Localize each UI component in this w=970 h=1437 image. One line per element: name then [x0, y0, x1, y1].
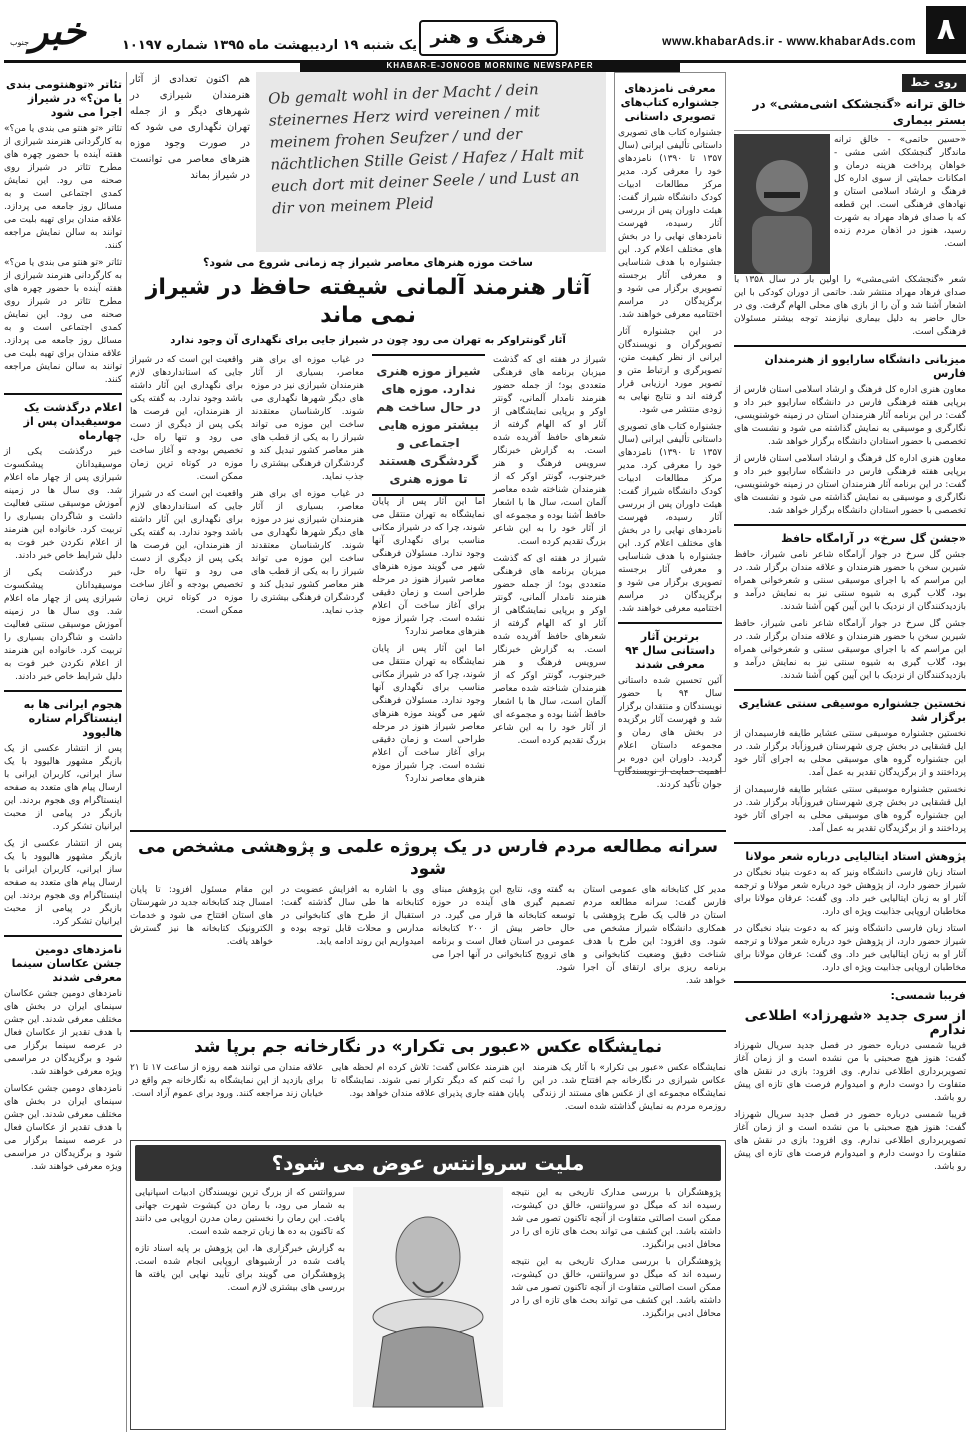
story-reading [130, 830, 726, 1012]
story-text: علاقه مندان می توانند همه روزه از ساعت ۱۷ تا ۲۱ برای بازدید از این نمایشگاه به نگارخانه جم واقع در خیابان زند مراجعه کنند. ورود برای عموم آزاد است. [130, 1063, 324, 1099]
article-title[interactable]: معرفی نامزدهای جشنواره کتاب‌های تصویری داستانی [620, 82, 720, 123]
article-text: نامزدهای دومین جشن عکاسان سینمای ایران در بخش های مختلف معرفی شدند. این جشن با هدف تقدیر از عکاسان فعال در عرصه سینما برگزار می شود و برگزیدگان در مراسمی ویژه معرفی خواهند شد. [4, 989, 122, 1077]
logo-subtitle: جنوب [10, 38, 30, 47]
divider [734, 524, 966, 526]
site-url[interactable]: www.khabarAds.ir - www.khabarAds.com [662, 34, 916, 48]
story-text: سروانتس که از بزرگ ترین نویسندگان ادبیات اسپانیایی به شمار می رود، با رمان دن کیشوت شهرت جهانی یافت. این رمان را نخستین رمان مدرن اروپایی می دانند که تاکنون به ده ها زبان ترجمه شده است. [135, 1188, 345, 1237]
article-title[interactable]: از سری جدید «شهرزاد» اطلاعی ندارم [744, 1008, 966, 1038]
article-title[interactable]: «جشن گل سرخ» در آرامگاه حافظ [781, 532, 966, 545]
story-text: این مقام مسئول افزود: تا پایان امسال چند کتابخانه جدید در شهرستان های استان افتتاح می شود و خدمات الکترونیک کتابخانه ها نیز گسترش خواهد یافت. [130, 885, 273, 947]
feature-text: شیراز در هفته ای که گذشت میزبان برنامه های فرهنگی متعددی بود؛ از جمله حضور هنرمند نامدار آلمانی، گونتر اوکر و برپایی نمایشگاهی از آثار او که الهام گرفته از شعرهای حافظ آفریده شده است. به گزارش خبرنگار سرویس فرهنگ و هنر خبرجنوب، گونتر اوکر که از هنرمندان شناخته شده معاصر آلمان است، سال ها با اشعار حافظ آشنا بوده و مجموعه ای از آثار خود را به این شاعر بزرگ تقدیم کرده است. [493, 355, 606, 547]
story-text: به گزارش خبرگزاری ها، این پژوهش بر پایه اسناد تازه یافت شده در آرشیوهای اروپایی انجام شده است. پژوهشگران می گویند برای تأیید نهایی این یافته ها بررسی های بیشتری لازم است. [135, 1244, 345, 1293]
divider [4, 935, 122, 937]
story-text: پژوهشگران با بررسی مدارک تاریخی به این نتیجه رسیده اند که میگل دو سروانتس، خالق دن کیشوت، ممکن است اصالتی متفاوت از آنچه تاکنون تصور می شد داشته باشد. این کشف می تواند بحث های تازه ای را در محافل ادبی برانگیزد. [511, 1257, 721, 1319]
article-title[interactable]: تئاتر «توهنتومی بندی یا من؟» در شیراز اجرا می شود [5, 78, 122, 119]
article-title[interactable]: نخستین جشنواره موسیقی سنتی عشایری برگزار شد [738, 697, 966, 724]
article-text: نامزدهای دومین جشن عکاسان سینمای ایران در بخش های مختلف معرفی شدند. این جشن با هدف تقدیر از عکاسان فعال در عرصه سینما برگزار می شود و برگزیدگان در مراسمی ویژه معرفی خواهند شد. [4, 1084, 122, 1172]
article-title[interactable]: میزبانی دانشگاه سارایوو از هنرمندان فارس [764, 353, 966, 380]
article-title[interactable]: نامزدهای دومین جشن عکاسان سینما معرفی شدند [11, 943, 122, 984]
article-title[interactable]: پژوهش استاد ایتالیایی درباره شعر مولانا [745, 850, 966, 863]
article-text: آئین تحسین شده داستانی سال ۹۴ با حضور نویسندگان و منتقدان برگزار شد و فهرست آثار برگزیده در بخش های رمان و مجموعه داستان اعلام گردید. داوران این دوره بر اهمیت حمایت از نویسندگان جوان تأکید کردند. [618, 676, 722, 790]
story-cervantes [130, 1140, 726, 1430]
article-title[interactable]: برترین آثار داستانی سال ۹۴ معرفی شدند [625, 630, 715, 671]
story-text: پژوهشگران با بررسی مدارک تاریخی به این نتیجه رسیده اند که میگل دو سروانتس، خالق دن کیشوت، ممکن است اصالتی متفاوت از آنچه تاکنون تصور می شد داشته باشد. این کشف می تواند بحث های تازه ای را در محافل ادبی برانگیزد. [511, 1188, 721, 1250]
newspaper-logo: خبر [30, 8, 86, 53]
article-text: فریبا شمسی درباره حضور در فصل جدید سریال شهرزاد گفت: هنوز هیچ صحبتی با من نشده است و از زمان آغاز تصویربرداری اطلاعی ندارم. وی افزود: بازی در نقش های متفاوت را دوست دارم و امیدوارم فرصت های تازه ای پیش رو باشد. [734, 1041, 966, 1103]
story-text: این هنرمند عکاس گفت: تلاش کرده ام لحظه هایی را ثبت کنم که دیگر تکرار نمی شوند. نمایشگاه تا پایان هفته جاری پذیرای علاقه مندان خواهد بود. [331, 1063, 525, 1099]
portrait-photo [734, 134, 830, 274]
article-text: خبر درگذشت یکی از موسیقیدانان پیشکسوت شیرازی پس از چهار ماه اعلام شد. وی سال ها در زمینه آموزش موسیقی سنتی فعالیت داشت و شاگردان بسیاری را تربیت کرد. خانواده این هنرمند از اعلام نکردن خبر فوت به دلیل شرایط خاص خبر دادند. [4, 568, 122, 682]
feature-text: اما این آثار پس از پایان نمایشگاه به تهران منتقل می شوند، چرا که در شیراز مکانی مناسب برای نگهداری آنها وجود ندارد. مسئولان فرهنگی شهر می گویند موزه هنرهای معاصر شیراز هنوز در مرحله طراحی است و زمان دقیقی برای آغاز ساخت آن اعلام نشده است. چرا شیراز موزه هنرهای معاصر ندارد؟ [372, 497, 485, 637]
article-title[interactable]: هجوم ایرانی ها به اینستاگرام ستاره هالیوود [23, 698, 122, 739]
story-text: وی با اشاره به افزایش عضویت در کتابخانه ها طی سال گذشته گفت: استقبال از طرح های کتابخوانی در مدارس و محلات قابل توجه بوده و امیدواریم این روند ادامه یابد. [281, 885, 424, 947]
feature-story [130, 72, 606, 822]
story-text: نمایشگاه عکس «عبور بی تکرار» با آثار یک هنرمند عکاس شیرازی در نگارخانه جم افتتاح شد. در این نمایشگاه مجموعه ای از عکس های مستند از زندگی روزمره مردم به نمایش گذاشته شده است. [532, 1063, 726, 1112]
masthead [4, 6, 966, 63]
english-name-strip: KHABAR-E-JONOOB MORNING NEWSPAPER [300, 60, 680, 72]
story-headline[interactable]: ملیت سروانتس عوض می شود؟ [135, 1145, 721, 1181]
article-text: استاد زبان فارسی دانشگاه ونیز که به دعوت بنیاد نخبگان در شیراز حضور دارد، از پژوهش خود درباره شعر مولانا و ترجمه آثار او به زبان ایتالیایی خبر داد. وی گفت: عرفان مولانا برای مخاطبان اروپایی جذابیت ویژه ای دارد. [734, 924, 966, 973]
article-text: جشنواره کتاب های تصویری داستانی تألیفی ایرانی (سال ۱۳۵۷ تا ۱۳۹۰) نامزدهای خود را معرفی کرد. مدیر مرکز مطالعات ادبیات کودک دانشگاه شیراز گفت: هیئت داوران پس از بررسی آثار رسیده، فهرست نامزدهای نهایی را در بخش های مختلف اعلام کرد. این جشنواره با هدف شناسایی و معرفی آثار برجسته تصویری برگزار می شود و برگزیدگان در مراسم اختتامیه معرفی خواهند شد. [618, 128, 722, 320]
article-title[interactable]: خالق ترانه «گنجشکک اشی‌مشی» در بستر بیماری [734, 96, 966, 131]
article-text: نخستین جشنواره موسیقی سنتی عشایر طایفه فارسیمدان از ایل قشقایی در بخش چری شهرستان فیروزآباد برگزار شد. در این جشنواره گروه های موسیقی محلی به اجرای آثار خود پرداختند و از برگزیدگان تقدیر به عمل آمد. [734, 729, 966, 778]
article-text: تئاتر «تو هنتو می بندی یا من؟» به کارگردانی هنرمند شیرازی از هفته آینده با حضور چهره های مطرح تئاتر در شیراز روی صحنه می رود. این نمایش کمدی اجتماعی است و به مسائل روز جامعه می پردازد. علاقه مندان برای تهیه بلیت می توانند به سالن نمایش مراجعه کنند. [4, 124, 122, 251]
story-text: به گفته وی، نتایج این پژوهش مبنای تصمیم گیری های آینده در حوزه توسعه کتابخانه ها قرار می گیرد. در حال حاضر بیش از ۲۰۰ کتابخانه عمومی در استان فعال است و برنامه های ترویج کتابخوانی در آنها اجرا می شود. [432, 885, 575, 973]
article-text: در این جشنواره آثار تصویرگران و نویسندگان ایرانی از نظر کیفیت متن، تصویرگری و ارتباط متن و تصویر مورد ارزیابی قرار گرفته اند و نتایج نهایی به زودی منتشر می شود. [618, 327, 722, 415]
divider [734, 981, 966, 983]
article-text: نخستین جشنواره موسیقی سنتی عشایر طایفه فارسیمدان از ایل قشقایی در بخش چری شهرستان فیروزآباد برگزار شد. در این جشنواره گروه های موسیقی محلی به اجرای آثار خود پرداختند و از برگزیدگان تقدیر به عمل آمد. [734, 785, 966, 834]
feature-text: اما این آثار پس از پایان نمایشگاه به تهران منتقل می شوند، چرا که در شیراز مکانی مناسب برای نگهداری آنها وجود ندارد. مسئولان فرهنگی شهر می گویند موزه هنرهای معاصر شیراز هنوز در مرحله طراحی است و زمان دقیقی برای آغاز ساخت آن اعلام نشده است. چرا شیراز موزه هنرهای معاصر ندارد؟ [372, 644, 485, 784]
article-title[interactable]: اعلام درگذشت یک موسیقیدان پس از چهارماه [23, 401, 122, 442]
story-headline[interactable]: نمایشگاه عکس «عبور بی تکرار» در نگارخانه جم برپا شد [193, 1037, 663, 1057]
feature-headline[interactable]: آثار هنرمند آلمانی شیفته حافظ در شیراز نمی ماند [145, 275, 591, 328]
feature-text: در غیاب موزه ای برای هنر معاصر، بسیاری از آثار هنرمندان شیرازی نیز در موزه های دیگر شهرها نگهداری می شوند. کارشناسان معتقدند ساخت این موزه می تواند شیراز را به یکی از قطب های هنر معاصر کشور تبدیل کند و گردشگران فرهنگی بیشتری را جذب نماید. [251, 355, 364, 482]
article-text: پس از انتشار عکسی از یک بازیگر مشهور هالیوود با یک ساز ایرانی، کاربران ایرانی با ارسال پیام های متعدد به صفحه اینستاگرام وی هجوم بردند. این بازیگر در پیامی از محبت ایرانیان تشکر کرد. [4, 839, 122, 927]
divider [618, 622, 722, 624]
article-text: تئاتر «تو هنتو می بندی یا من؟» به کارگردانی هنرمند شیرازی از هفته آینده با حضور چهره های مطرح تئاتر در شیراز روی صحنه می رود. این نمایش کمدی اجتماعی است و به مسائل روز جامعه می پردازد. علاقه مندان برای تهیه بلیت می توانند به سالن نمایش مراجعه کنند. [4, 258, 122, 385]
story-photo-exhibit [130, 1030, 726, 1132]
cervantes-portrait-icon [353, 1187, 503, 1407]
feature-text: واقعیت این است که در شیراز جایی که استانداردهای لازم برای نگهداری این آثار داشته باشد وجود ندارد. به گفته یکی از هنرمندان، این فرصت ها یکی پس از دیگری از دست می رود و تنها راه حل، تخصیص بودجه و آغاز ساخت موزه در کوتاه ترین زمان ممکن است. [130, 355, 243, 482]
portrait-image-icon [734, 134, 830, 274]
article-text: استاد زبان فارسی دانشگاه ونیز که به دعوت بنیاد نخبگان در شیراز حضور دارد، از پژوهش خود درباره شعر مولانا و ترجمه آثار او به زبان ایتالیایی خبر داد. وی گفت: عرفان مولانا برای مخاطبان اروپایی جذابیت ویژه ای دارد. [734, 868, 966, 917]
article-text: جشنواره کتاب های تصویری داستانی تألیفی ایرانی (سال ۱۳۵۷ تا ۱۳۹۰) نامزدهای خود را معرفی کرد. مدیر مرکز مطالعات ادبیات کودک دانشگاه شیراز گفت: هیئت داوران پس از بررسی آثار رسیده، فهرست نامزدهای نهایی را در بخش های مختلف اعلام کرد. این جشنواره با هدف شناسایی و معرفی آثار برجسته تصویری برگزار می شود و برگزیدگان در مراسم اختتامیه معرفی خواهند شد. [618, 422, 722, 614]
article-text: معاون هنری اداره کل فرهنگ و ارشاد اسلامی استان فارس از برپایی هفته فرهنگی فارس در دانشگاه سارایوو خبر داد و گفت: در این برنامه آثار هنرمندان استان در زمینه خوشنویسی، نگارگری و موسیقی به نمایش گذاشته می شود و نشست های تخصصی با حضور استادان دانشگاه برگزار خواهد شد. [734, 454, 966, 516]
feature-text: شیراز در هفته ای که گذشت میزبان برنامه های فرهنگی متعددی بود؛ از جمله حضور هنرمند نامدار آلمانی، گونتر اوکر و برپایی نمایشگاهی از آثار او که الهام گرفته از شعرهای حافظ آفریده شده است. به گزارش خبرنگار سرویس فرهنگ و هنر خبرجنوب، گونتر اوکر که از هنرمندان شناخته شده معاصر آلمان است، سال ها با اشعار حافظ آشنا بوده و مجموعه ای از آثار خود را به این شاعر بزرگ تقدیم کرده است. [493, 554, 606, 746]
section-tag: روی خط [902, 74, 966, 92]
divider [734, 689, 966, 691]
photo-caption: هم اکنون تعدادی از آثار هنرمندان شیرازی در شهرهای دیگر و از جمله تهران نگهداری می شود که در صورت وجود موزه هنرهای معاصر می توانست در شیراز بماند [130, 74, 250, 181]
article-text: «حسین حاتمی» - خالق ترانه ماندگار گنجشکک اشی مشی - خواهان پرداخت هزینه درمان و امکانات حمایتی از سوی اداره کل فرهنگ و ارشاد اسلامی استان و نهادهای فرهنگی است. این قطعه که با صدای فرهاد مهراد به شهرت رسید، هنوز در اذهان مردم زنده است. [834, 135, 966, 249]
story-headline[interactable]: سرانه مطالعه مردم فارس در یک پروژه علمی و پژوهشی مشخص می شود [138, 837, 718, 879]
column-right [734, 72, 966, 1432]
feature-caption-box [130, 72, 250, 252]
column-books [614, 72, 726, 790]
story-text: مدیر کل کتابخانه های عمومی استان فارس گفت: سرانه مطالعه مردم استان در قالب یک طرح پژوهشی با همکاری دانشگاه شیراز مشخص می شود. وی افزود: این طرح با هدف شناخت دقیق وضعیت کتابخوانی و برنامه ریزی برای ارتقای آن اجرا خواهد شد. [583, 885, 726, 986]
column-left [4, 72, 127, 1432]
article-text: فریبا شمسی درباره حضور در فصل جدید سریال شهرزاد گفت: هنوز هیچ صحبتی با من نشده است و از زمان آغاز تصویربرداری اطلاعی ندارم. وی افزود: بازی در نقش های متفاوت را دوست دارم و امیدوارم فرصت های تازه ای پیش رو باشد. [734, 1110, 966, 1172]
dateline: یک شنبه ۱۹ اردیبهشت ماه ۱۳۹۵ شماره ۱۰۱۹۷ [122, 38, 417, 53]
divider [734, 842, 966, 844]
section-title: فرهنگ و هنر [419, 20, 558, 56]
feature-kicker: ساخت موزه هنرهای معاصر شیراز چه زمانی شروع می شود؟ [202, 256, 534, 269]
pull-quote: شیراز موزه هنری ندارد. موزه های در حال ساخت هم بیشتر موزه هایی اجتماعی و گردشگری هستند تا موزه هنری [372, 354, 485, 496]
article-text: شعر «گنجشکک اشی‌مشی» را اولین بار در سال ۱۳۵۸ با صدای فرهاد مهراد منتشر شد. حاتمی از دوران کودکی با این اشعار آشنا شد و آن را از بازی های محلی الهام گرفت. وی در حال حاضر به دلیل بیماری نیازمند توجه بیشتر مسئولان فرهنگی است. [734, 275, 967, 337]
article-text: معاون هنری اداره کل فرهنگ و ارشاد اسلامی استان فارس از برپایی هفته فرهنگی فارس در دانشگاه سارایوو خبر داد و گفت: در این برنامه آثار هنرمندان استان در زمینه خوشنویسی، نگارگری و موسیقی به نمایش گذاشته می شود و نشست های تخصصی با حضور استادان دانشگاه برگزار خواهد شد. [734, 385, 966, 447]
divider [4, 690, 122, 692]
feature-text: در غیاب موزه ای برای هنر معاصر، بسیاری از آثار هنرمندان شیرازی نیز در موزه های دیگر شهرها نگهداری می شوند. کارشناسان معتقدند ساخت این موزه می تواند شیراز را به یکی از قطب های هنر معاصر کشور تبدیل کند و گردشگران فرهنگی بیشتری را جذب نماید. [251, 489, 364, 616]
divider [734, 345, 966, 347]
page-number: ۸ [926, 6, 966, 54]
divider [4, 393, 122, 395]
artwork-image [256, 72, 606, 252]
handwritten-poem: Ob gemalt wohl in der Macht / dein steinernes Herz wird vereinen / mit meinem frohen Seufzer / und der nächtlichen Stille Geist / Hafez / Halt mit euch dort mit deiner Seele / und Lust an dir von meinem Pleid [267, 80, 585, 218]
article-kicker: فریبا شمسی: [890, 989, 966, 1002]
feature-subheadline: آثار گونتراوکر به تهران می رود چون در شیراز جایی برای نگهداری آن وجود ندارد [170, 335, 566, 346]
article-text: پس از انتشار عکسی از یک بازیگر مشهور هالیوود با یک ساز ایرانی، کاربران ایرانی با ارسال پیام های متعدد به صفحه اینستاگرام وی هجوم بردند. این بازیگر در پیامی از محبت ایرانیان تشکر کرد. [4, 744, 122, 832]
article-text: جشن گل سرخ در جوار آرامگاه شاعر نامی شیراز، حافظ شیرین سخن با حضور هنرمندان و علاقه مندان برگزار شد. در این مراسم که با اجرای موسیقی سنتی و شعرخوانی همراه بود، گلاب گیری به شیوه سنتی نیز به نمایش درآمد و بازدیدکنندگان از نزدیک با این آیین کهن آشنا شدند. [734, 619, 966, 681]
article-text: جشن گل سرخ در جوار آرامگاه شاعر نامی شیراز، حافظ شیرین سخن با حضور هنرمندان و علاقه مندان برگزار شد. در این مراسم که با اجرای موسیقی سنتی و شعرخوانی همراه بود، گلاب گیری به شیوه سنتی نیز به نمایش درآمد و بازدیدکنندگان از نزدیک با این آیین کهن آشنا شدند. [734, 550, 966, 612]
feature-text: واقعیت این است که در شیراز جایی که استانداردهای لازم برای نگهداری این آثار داشته باشد وجود ندارد. به گفته یکی از هنرمندان، این فرصت ها یکی پس از دیگری از دست می رود و تنها راه حل، تخصیص بودجه و آغاز ساخت موزه در کوتاه ترین زمان ممکن است. [130, 489, 243, 616]
article-text: خبر درگذشت یکی از موسیقیدانان پیشکسوت شیرازی پس از چهار ماه اعلام شد. وی سال ها در زمینه آموزش موسیقی سنتی فعالیت داشت و شاگردان بسیاری را تربیت کرد. خانواده این هنرمند از اعلام نکردن خبر فوت به دلیل شرایط خاص خبر دادند. [4, 447, 122, 561]
